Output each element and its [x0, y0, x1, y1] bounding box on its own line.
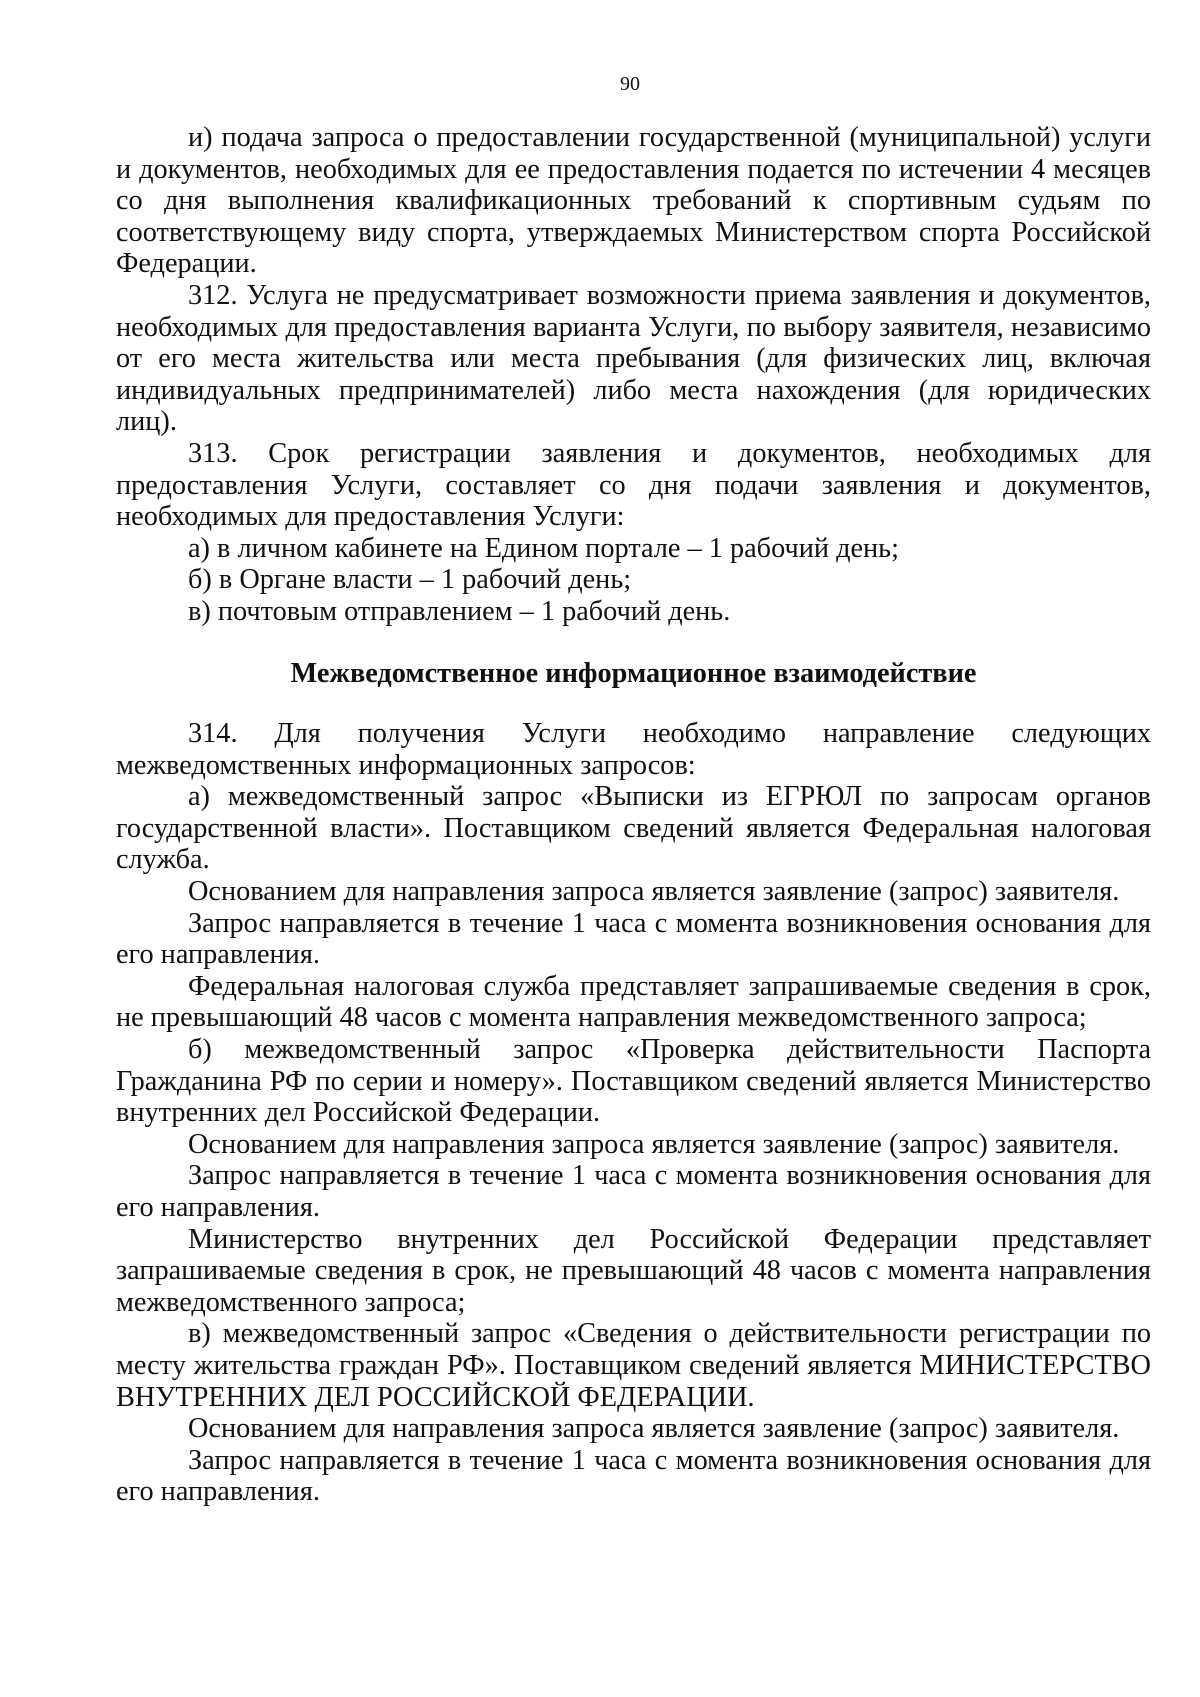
request-item-v: в) межведомственный запрос «Сведения о действительности регистрации по месту жительства граждан РФ». Поставщиком сведений является МИНИСТЕРСТВО ВНУТРЕННИХ ДЕЛ РОССИЙСКОЙ ФЕДЕРАЦИИ. [116, 1318, 1151, 1413]
paragraph-312: 312. Услуга не предусматривает возможности приема заявления и документов, необходимых для предоставления варианта Услуги, по выбору заявителя, независимо от его места жительства или места пребывания (для физических лиц, включая индивидуальных предпринимателей) либо места нахождения (для юридических лиц). [116, 279, 1151, 438]
document-body [116, 122, 1151, 1508]
basis-paragraph: Основанием для направления запроса является заявление (запрос) заявителя. [188, 1128, 1120, 1160]
page-number: 90 [620, 73, 640, 95]
list-item-a: а) в личном кабинете на Едином портале – 1 рабочий день; [188, 532, 899, 564]
paragraph-item-i: и) подача запроса о предоставлении государственной (муниципальной) услуги и документов, необходимых для ее предоставления подается по истечении 4 месяцев со дня выполнения квалификационных требований к спортивным судьям по соответствующему виду спорта, утверждаемых Министерством спорта Российской Федерации. [116, 122, 1151, 280]
timing-paragraph: Запрос направляется в течение 1 часа с момента возникновения основания для его направления. [116, 907, 1151, 971]
basis-paragraph: Основанием для направления запроса является заявление (запрос) заявителя. [188, 1413, 1120, 1445]
list-item-b: б) в Органе власти – 1 рабочий день; [188, 564, 632, 596]
section-title: Межведомственное информационное взаимодействие [290, 657, 977, 689]
provider-response-paragraph: Министерство внутренних дел Российской Федерации представляет запрашиваемые сведения в срок, не превышающий 48 часов с момента направления межведомственного запроса; [116, 1223, 1151, 1318]
paragraph-313: 313. Срок регистрации заявления и документов, необходимых для предоставления Услуги, составляет со дня подачи заявления и документов, необходимых для предоставления Услуги: [116, 437, 1151, 533]
basis-paragraph: Основанием для направления запроса является заявление (запрос) заявителя. [188, 876, 1120, 908]
paragraph-314: 314. Для получения Услуги необходимо направление следующих межведомственных информационных запросов: [116, 718, 1151, 781]
list-item-v: в) почтовым отправлением – 1 рабочий день. [188, 595, 731, 627]
provider-response-paragraph: Федеральная налоговая служба представляет запрашиваемые сведения в срок, не превышающий 48 часов с момента направления межведомственного запроса; [116, 970, 1151, 1034]
timing-paragraph: Запрос направляется в течение 1 часа с момента возникновения основания для его направления. [116, 1444, 1151, 1508]
request-item-a: а) межведомственный запрос «Выписки из ЕГРЮЛ по запросам органов государственной власти». Поставщиком сведений является Федеральная налоговая служба. [116, 781, 1151, 876]
timing-paragraph: Запрос направляется в течение 1 часа с момента возникновения основания для его направления. [116, 1160, 1151, 1223]
request-item-b: б) межведомственный запрос «Проверка действительности Паспорта Гражданина РФ по серии и номеру». Поставщиком сведений является Министерство внутренних дел Российской Федерации. [116, 1034, 1151, 1129]
